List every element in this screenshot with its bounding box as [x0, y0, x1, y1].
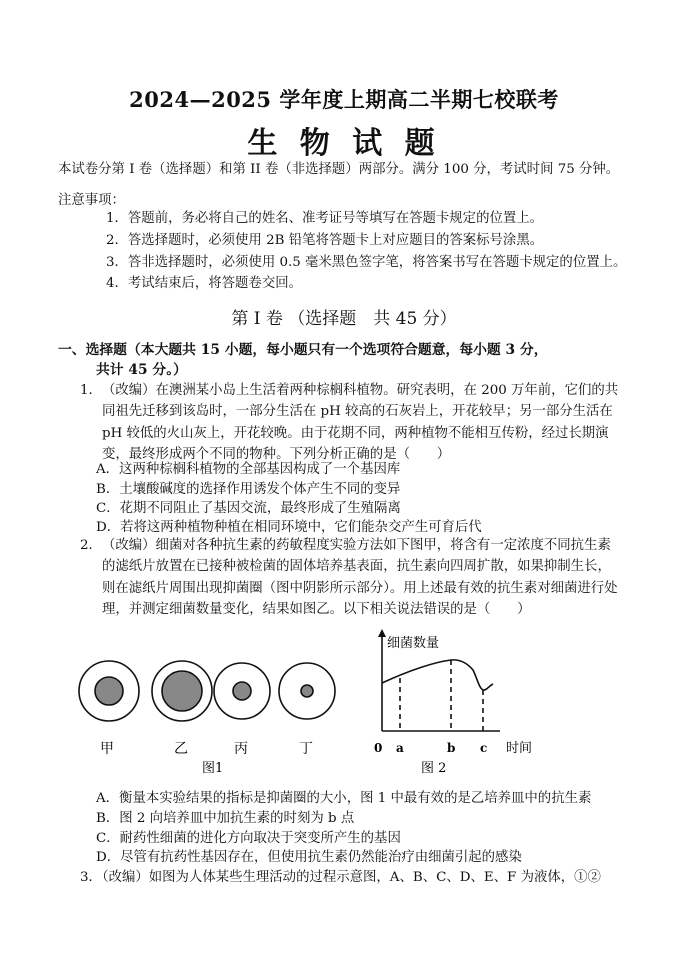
note-item: 1．答题前，务必将自己的姓名、准考证号等填写在答题卡规定的位置上。	[106, 211, 544, 226]
q1-number: 1．	[80, 383, 102, 398]
q3-stem: 3．（改编）如图为人体某些生理活动的过程示意图，A、B、C、D、E、F 为液体，①②	[80, 870, 601, 885]
dish-ding	[279, 663, 335, 719]
bacteria-curve	[382, 660, 493, 690]
dish-bing	[214, 663, 270, 719]
part-heading-cont: 共计 45 分。）	[96, 362, 187, 378]
q1-option-a: A．这两种棕榈科植物的全部基因构成了一个基因库	[96, 462, 401, 477]
section-title: 第 I 卷 （选择题 共 45 分）	[231, 309, 457, 329]
intro-text: 本试卷分第 I 卷（选择题）和第 II 卷（非选择题）两部分。满分 100 分，考试时间 75 分钟。	[58, 162, 620, 177]
origin-label: 0	[374, 741, 383, 755]
q1-stem: （改编）在澳洲某小岛上生活着两种棕榈科植物。研究表明，在 200 万年前，它们的共同祖先迁移到该岛时，一部分生活在 pH 较高的石灰岩上，开花较早；另一部分生活在 pH 较低的火山灰上，开花较晚。由于花期不同，两种植物不能相互传粉，经过长期演变，最终形成两个不同的物种。下列分析正确的是（ ）	[102, 383, 619, 463]
tick-c: c	[480, 741, 488, 755]
q1-option-d: D．若将这两种植物种植在相同环境中，它们能杂交产生可育后代	[96, 520, 482, 535]
x-axis-label: 时间	[506, 741, 533, 756]
q2-option-b: B．图 2 向培养皿中加抗生素的时刻为 b 点	[96, 811, 355, 826]
tick-a: a	[396, 741, 404, 755]
q1-option-b: B．土壤酸碱度的选择作用诱发个体产生不同的变异	[96, 482, 401, 497]
note-item: 2．答选择题时，必须使用 2B 铅笔将答题卡上对应题目的答案标号涂黑。	[106, 233, 544, 248]
fig1-caption: 图1	[202, 761, 224, 775]
q2-number: 2．	[80, 538, 102, 553]
dish-label-ding: 丁	[299, 741, 313, 757]
q2-option-a: A．衡量本实验结果的指标是抑菌圈的大小，图 1 中最有效的是乙培养皿中的抗生素	[96, 791, 592, 806]
q2-option-d: D．尽管有抗药性基因存在，但使用抗生素仍然能治疗由细菌引起的感染	[96, 850, 522, 865]
dish-jia	[79, 661, 139, 721]
y-axis-arrow	[378, 629, 386, 637]
part-heading: 一、选择题（本大题共 15 小题，每小题只有一个选项符合题意，每小题 3 分，	[58, 342, 548, 358]
fig2-caption: 图 2	[421, 761, 447, 776]
figure-2	[365, 628, 555, 778]
note-item: 4．考试结束后，将答题卷交回。	[106, 276, 302, 291]
figure-1	[70, 655, 370, 775]
exam-title: 2024—2025 学年度上期高二半期七校联考	[129, 87, 559, 112]
dish-label-yi: 乙	[174, 741, 188, 757]
y-axis-label: 细菌数量	[387, 636, 440, 651]
dish-label-bing: 丙	[234, 741, 248, 757]
q2-stem: （改编）细菌对各种抗生素的药敏程度实验方法如下图甲，将含有一定浓度不同抗生素的滤纸片放置在已接种被检菌的固体培养基表面，抗生素向四周扩散，如果抑制生长，则在滤纸片周围出现抑菌圈（图中阴影所示部分）。用上述最有效的抗生素对细菌进行处理，并测定细菌数量变化，结果如图乙。以下相关说法错误的是（ ）	[102, 538, 618, 618]
notes-heading: 注意事项：	[58, 193, 125, 208]
subject-title: 生 物 试 题	[247, 126, 441, 161]
note-item: 3．答非选择题时，必须使用 0.5 毫米黑色签字笔，将答案书写在答题卡规定的位置上。	[106, 255, 627, 270]
dish-yi	[152, 661, 212, 721]
tick-b: b	[447, 741, 456, 755]
dish-label-jia: 甲	[100, 741, 114, 757]
q2-option-c: C．耐药性细菌的进化方向取决于突变所产生的基因	[96, 831, 401, 846]
q1-option-c: C．花期不同阻止了基因交流，最终形成了生殖隔离	[96, 501, 401, 516]
